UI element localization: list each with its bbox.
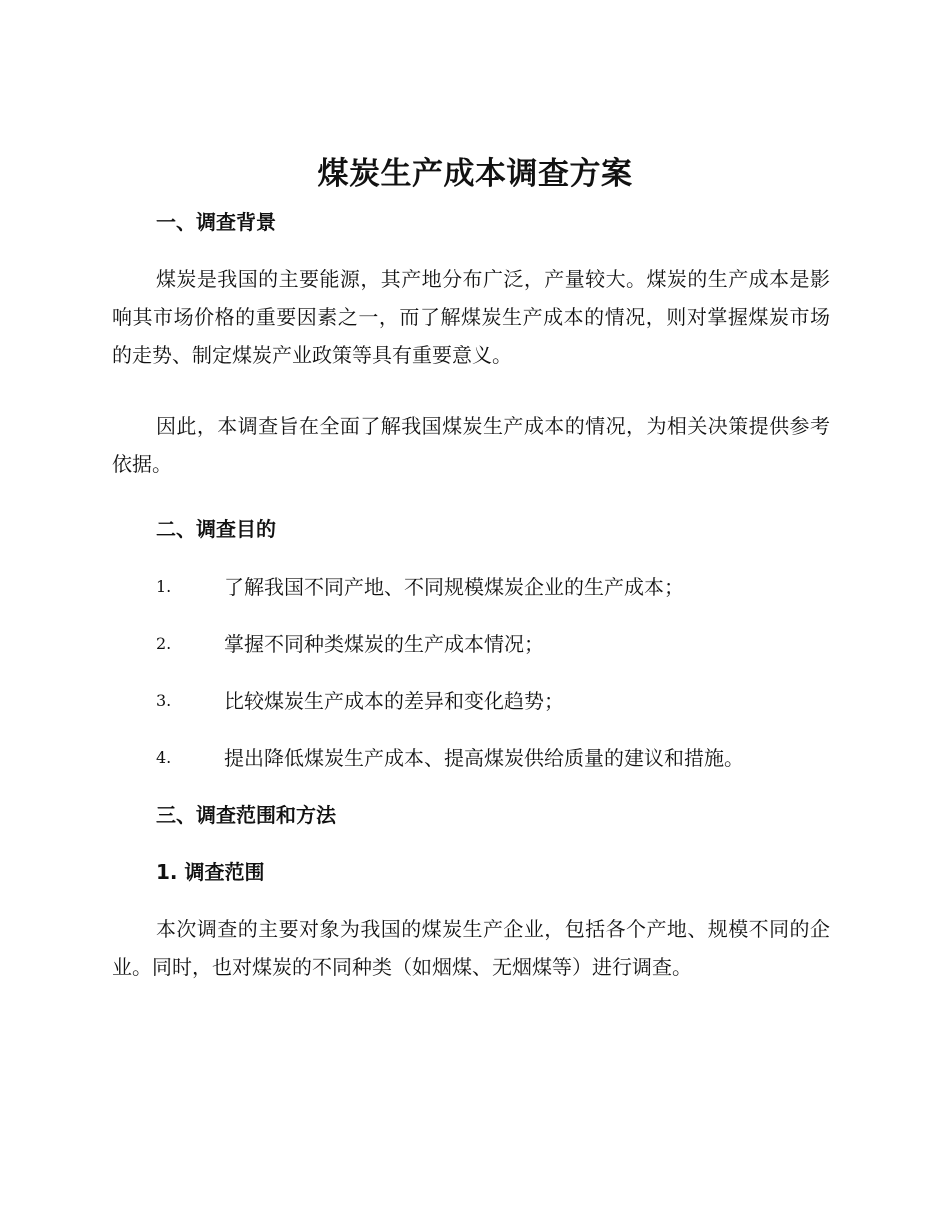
scope-paragraph: 本次调查的主要对象为我国的煤炭生产企业，包括各个产地、规模不同的企业。同时，也对煤炭的不同种类（如烟煤、无烟煤等）进行调查。 — [112, 917, 830, 979]
background-paragraph-2: 因此，本调查旨在全面了解我国煤炭生产成本的情况，为相关决策提供参考依据。 — [112, 414, 830, 476]
list-item — [156, 629, 544, 659]
background-paragraph-1: 煤炭是我国的主要能源，其产地分布广泛，产量较大。煤炭的生产成本是影响其市场价格的重要因素之一，而了解煤炭生产成本的情况，则对掌握煤炭市场的走势、制定煤炭产业政策等具有重要意义。 — [112, 267, 830, 367]
list-number: 2. — [156, 634, 172, 653]
list-number: 1. — [156, 577, 172, 596]
document-title: 煤炭生产成本调查方案 — [317, 156, 633, 192]
list-text: 掌握不同种类煤炭的生产成本情况； — [224, 632, 544, 656]
list-item — [156, 743, 744, 773]
list-text: 比较煤炭生产成本的差异和变化趋势； — [224, 689, 564, 713]
list-item — [156, 572, 684, 602]
list-item — [156, 686, 564, 716]
section-heading-purpose: 二、调查目的 — [156, 517, 276, 541]
section-heading-scope-method: 三、调查范围和方法 — [156, 803, 336, 827]
list-text: 提出降低煤炭生产成本、提高煤炭供给质量的建议和措施。 — [224, 746, 744, 770]
list-number: 3. — [156, 691, 172, 710]
list-text: 了解我国不同产地、不同规模煤炭企业的生产成本； — [224, 575, 684, 599]
list-number: 4. — [156, 748, 172, 767]
section-heading-background: 一、调查背景 — [156, 210, 276, 234]
subsection-heading-scope: 1. 调查范围 — [156, 860, 265, 884]
